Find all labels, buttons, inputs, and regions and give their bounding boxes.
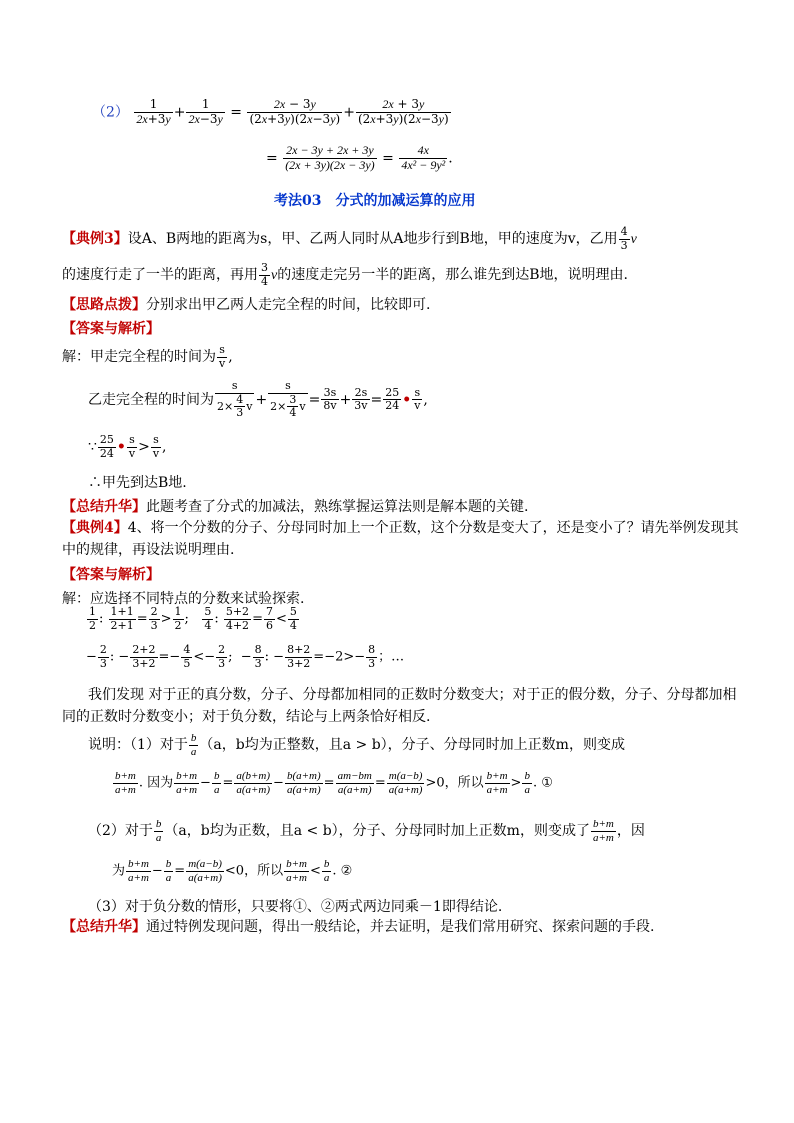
answer-tag: 【答案与解析】	[62, 567, 160, 583]
fraction: $\frac{s}{v}$	[414, 385, 421, 413]
fraction: $\frac{5}{4}$	[204, 605, 212, 632]
explain-text: ，所以	[244, 863, 284, 879]
example3-line2: 的速度行走了一半的距离，再用 $\frac{3}{4}$ v的速度走完另一半的距离，那么谁先到达B地，说明理由.	[62, 261, 628, 288]
explain2-line1	[88, 818, 645, 844]
fraction: $\frac{3}{4}$	[261, 261, 268, 288]
answer4-tag-line	[62, 564, 160, 584]
fraction: $\frac{1}{2}$	[174, 605, 182, 632]
answer3-line1: 解：甲走完全程的时间为 $\frac{s}{v}$ ,	[62, 343, 233, 370]
answer-text: 解：甲走完全程的时间为	[62, 349, 216, 366]
fraction: $\frac{8}{3}$	[368, 643, 376, 670]
part2-label: （2）	[92, 104, 129, 121]
fraction: $\frac{s}{v}$	[152, 433, 160, 460]
discover-block	[62, 684, 742, 728]
fraction: $\frac{25}{24}$	[99, 433, 114, 460]
ellipsis: ；…	[378, 649, 405, 665]
fraction: $\frac{1}{2}$	[89, 605, 96, 632]
summary-tag: 【总结升华】	[62, 499, 146, 515]
fraction: $\frac{b+m}{a+m}$	[486, 770, 508, 796]
fraction: $\frac{2}{3}$	[99, 643, 107, 670]
example-text: 设A、B两地的距离为s，甲、乙两人同时从A地步行到B地，甲的速度为v，乙用	[127, 231, 618, 248]
example4-block	[62, 517, 742, 561]
explain2-line2: 为 $\frac{b+m}{a+m}$ − $\frac{b}{a}$ = $\frac{m(a-b)}{a(a+m)}$ <0，所以 $\frac{b+m}{a+m}$ < $\frac{b}{a}$ . ②	[112, 858, 353, 884]
fraction: $\frac{am-bm}{a(a+m)}$	[337, 770, 372, 796]
hint-line	[62, 294, 430, 314]
answer3-line2: 乙走完全程的时间为 s 2× $\frac{4}{3}$ v + s 2× $\frac{3}{4}$ v = $\frac{3s}{8v}$ + $\frac{2s}{3v}$ = $\frac{25}{24}$ • $\frac{s}{v}$ ,	[88, 379, 428, 420]
hint-text: 分别求出甲乙两人走完全程的时间，比较即可.	[146, 297, 431, 313]
fraction: $\frac{s}{v}$	[219, 343, 226, 370]
fraction: $\frac{2+2}{3+2}$	[132, 643, 156, 670]
example-text: 4、将一个分数的分子、分母同时加上一个正数，这个分数是变大了，还是变小了？请先举例发现其中的规律，再设法说明理由.	[62, 520, 739, 558]
fraction: $\frac{2s}{3v}$	[354, 385, 368, 413]
summary4-block	[62, 916, 742, 938]
fraction: $\frac{5+2}{4+2}$	[225, 605, 250, 632]
example-tag: 【典例4】	[62, 520, 128, 536]
fraction: s 2× $\frac{4}{3}$ v	[217, 379, 253, 420]
explain-text: （2）对于	[88, 823, 153, 840]
fraction: $\frac{b}{a}$	[155, 818, 162, 844]
fraction: $\frac{m(a-b)}{a(a+m)}$	[388, 770, 423, 796]
part2-line1: （2） $\frac{1}{2x+3y}$ + $\frac{1}{2x-3y}$ = $\frac{2x - 3y}{(2x+3y)(2x-3y)}$ + $\frac{2x + 3y}{(2x+3y)(2x-3y)}$	[92, 97, 449, 126]
fraction: $\frac{2}{3}$	[150, 605, 158, 632]
explain-text: （a，b均为正数，且a < b），分子、分母同时加上正数m，则变成了	[164, 823, 590, 840]
fraction: $\frac{a(b+m)}{a(a+m)}$	[236, 770, 271, 796]
fraction: $\frac{1}{2x-3y}$	[188, 97, 223, 126]
example-tag: 【典例3】	[62, 231, 128, 248]
explain-text: （3）对于负分数的情形，只要将①、②两式两边同乘－1即得结论.	[88, 899, 503, 915]
answer3-line3: ∵ $\frac{25}{24}$ • $\frac{s}{v}$ > $\frac{s}{v}$ ,	[88, 433, 167, 460]
explain-text: 因为	[147, 775, 174, 791]
part2-line2: = $\frac{2x - 3y + 2x + 3y}{(2x + 3y)(2x - 3y)}$ = $\frac{4x}{\text{4x² − 9y²}}$ .	[266, 143, 453, 172]
summary3-line	[62, 496, 528, 516]
fraction: $\frac{b+m}{a+m}$	[286, 858, 307, 884]
fraction: $\frac{b(a+m)}{a(a+m)}$	[286, 770, 321, 796]
fraction: $\frac{b}{a}$	[524, 770, 530, 796]
equals: =	[266, 150, 278, 167]
fraction: $\frac{4}{3}$	[620, 225, 628, 252]
fraction: $\frac{25}{24}$	[385, 385, 400, 413]
discover-text: 我们发现 对于正的真分数，分子、分母都加相同的正数时分数变大；对于正的假分数，分子、分母都加相同的正数时分数变小；对于负分数，结论与上两条恰好相反.	[62, 687, 737, 725]
fraction: $\frac{b+m}{a+m}$	[176, 770, 198, 796]
fraction: $\frac{2x - 3y}{(2x+3y)(2x-3y)}$	[249, 97, 341, 126]
explain-text: ，所以	[444, 775, 484, 791]
explain-text: （a，b均为正整数，且a > b），分子、分母同时加上正数m，则变成	[199, 737, 625, 754]
section-title: 考法03 分式的加减运算的应用	[274, 193, 476, 209]
example3-line1: 【典例3】设A、B两地的距离为s，甲、乙两人同时从A地步行到B地，甲的速度为v，乙用 $\frac{4}{3}$ v	[62, 225, 637, 252]
explain1-line2: $\frac{b+m}{a+m}$ . 因为 $\frac{b+m}{a+m}$ − $\frac{b}{a}$ = $\frac{a(b+m)}{a(a+m)}$ − $\frac{b(a+m)}{a(a+m)}$ = $\frac{am-bm}{a(a+m)}$ = $\frac{m(a-b)}{a(a+m)}$ >0，所以 $\frac{b+m}{a+m}$ > $\frac{b}{a}$ . ①	[115, 770, 553, 796]
fraction: $\frac{1+1}{2+1}$	[110, 605, 134, 632]
answer3-line4	[88, 472, 187, 492]
fraction: $\frac{m(a-b)}{a(a+m)}$	[188, 858, 222, 884]
hint-tag: 【思路点拨】	[62, 297, 146, 313]
fraction: $\frac{5}{4}$	[289, 605, 297, 632]
explain3-line	[88, 896, 502, 916]
circle-marker: ①	[541, 775, 553, 791]
fraction: $\frac{b}{a}$	[165, 858, 172, 884]
summary-text: 此题考查了分式的加减法，熟练掌握运算法则是解本题的关键.	[146, 499, 529, 515]
fraction: $\frac{b}{a}$	[323, 858, 330, 884]
examples-row1: $\frac{1}{2}$ : $\frac{1+1}{2+1}$ = $\frac{2}{3}$ > $\frac{1}{2}$ ; $\frac{5}{4}$ : $\frac{5+2}{4+2}$ = $\frac{7}{6}$ < $\frac{5}{4}$	[89, 605, 297, 632]
examples-row2: − $\frac{2}{3}$ : − $\frac{2+2}{3+2}$ =− $\frac{4}{5}$ <− $\frac{2}{3}$ ; − $\frac{8}{3}$ : − $\frac{8+2}{3+2}$ =−2>− $\frac{8}{3}$ ；…	[86, 643, 405, 670]
fraction: $\frac{2x - 3y + 2x + 3y}{(2x + 3y)(2x - 3y)}$	[285, 143, 375, 172]
answer-text: 乙走完全程的时间为	[88, 391, 214, 408]
example-text: 的速度走完另一半的距离，那么谁先到达B地，说明理由.	[277, 267, 628, 284]
explain-text: 为	[112, 863, 126, 879]
fraction: $\frac{8}{3}$	[254, 643, 262, 670]
answer-text: 解：应选择不同特点的分数来试验探索.	[62, 591, 305, 607]
circle-marker: ②	[340, 863, 353, 879]
fraction: $\frac{4x}{\text{4x² − 9y²}}$	[401, 143, 446, 172]
fraction: $\frac{b+m}{a+m}$	[592, 818, 614, 844]
fraction: $\frac{3s}{8v}$	[323, 385, 337, 413]
fraction: $\frac{8+2}{3+2}$	[287, 643, 311, 670]
fraction: $\frac{7}{6}$	[265, 605, 273, 632]
because-symbol: ∵	[88, 439, 97, 456]
fraction: $\frac{b+m}{a+m}$	[128, 858, 149, 884]
fraction: $\frac{4}{5}$	[183, 643, 191, 670]
answer-text: ∴甲先到达B地.	[88, 475, 187, 491]
explain1-line1	[88, 732, 625, 758]
fraction: s 2× $\frac{3}{4}$ v	[270, 379, 306, 420]
answer3-tag-line	[62, 318, 160, 338]
fraction: $\frac{1}{2x+3y}$	[136, 97, 171, 126]
explain-text: 说明：（1）对于	[88, 737, 188, 754]
fraction: $\frac{b}{a}$	[190, 732, 197, 758]
equals: =	[230, 104, 243, 121]
fraction: $\frac{2}{3}$	[218, 643, 226, 670]
fraction: $\frac{b}{a}$	[213, 770, 220, 796]
fraction: $\frac{b+m}{a+m}$	[115, 770, 136, 796]
example-text: 的速度行走了一半的距离，再用	[62, 267, 258, 284]
fraction: $\frac{s}{v}$	[128, 433, 136, 460]
explain-text: ，因	[616, 823, 645, 840]
fraction: $\frac{2x + 3y}{(2x+3y)(2x-3y)}$	[357, 97, 449, 126]
summary-text: 通过特例发现问题，得出一般结论，并去证明，是我们常用研究、探索问题的手段.	[146, 919, 655, 935]
answer-tag: 【答案与解析】	[62, 321, 160, 337]
summary-tag: 【总结升华】	[62, 919, 146, 935]
